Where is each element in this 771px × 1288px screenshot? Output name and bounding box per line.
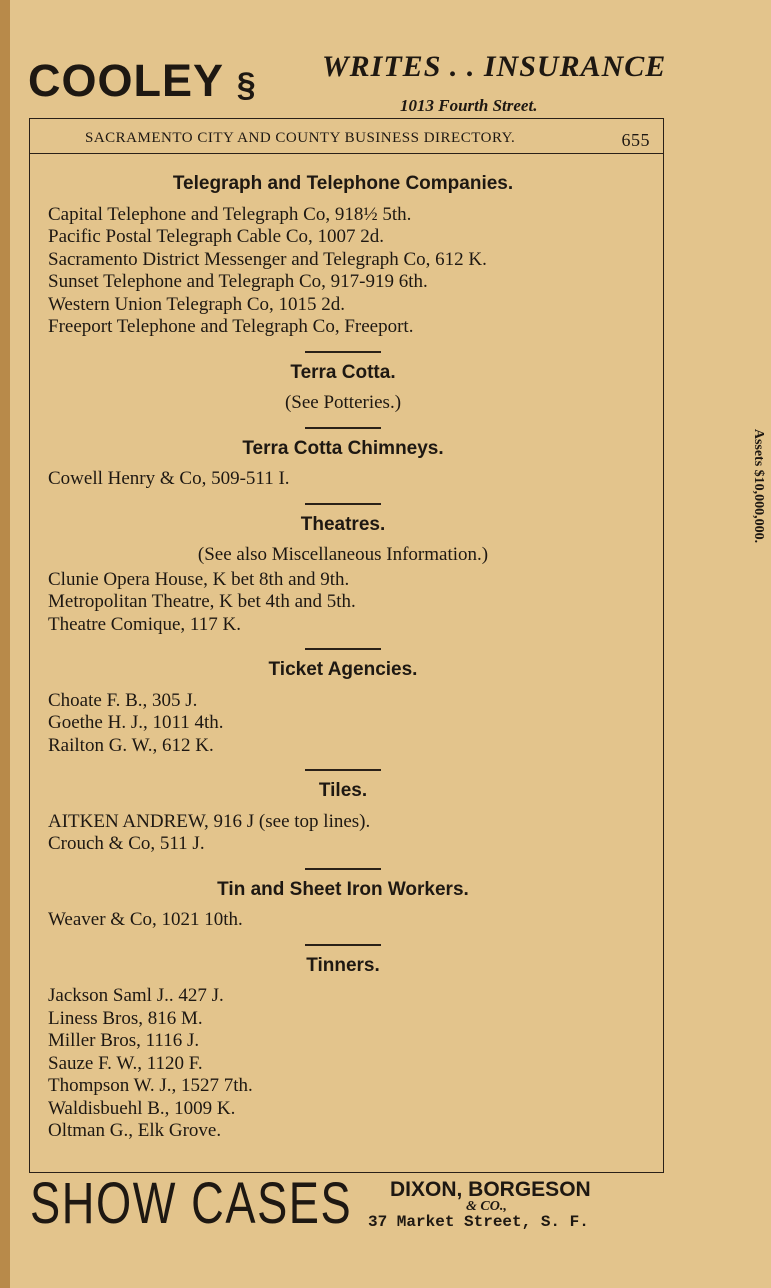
directory-entry: Weaver & Co, 1021 10th. — [48, 909, 243, 930]
directory-entry: Pacific Postal Telegraph Cable Co, 1007 2d. — [48, 226, 385, 247]
header-tagline: WRITES . . INSURANCE — [322, 50, 667, 83]
directory-entry: AITKEN ANDREW, 916 J (see top lines). — [48, 810, 371, 832]
directory-entry: Waldisbuehl B., 1009 K. — [48, 1097, 236, 1119]
section-divider — [305, 351, 381, 353]
page-number: 655 — [621, 130, 650, 150]
section-divider — [305, 427, 381, 429]
directory-entry: Clunie Opera House, K bet 8th and 9th. — [48, 568, 350, 590]
section-heading: Terra Cotta. — [290, 361, 396, 383]
section-heading: Telegraph and Telephone Companies. — [172, 173, 514, 194]
brand-name: COOLEY — [28, 55, 224, 106]
footer-company-suffix: & CO., — [466, 1199, 507, 1214]
directory-entry: Cowell Henry & Co, 509-511 I. — [48, 468, 290, 489]
section-heading: Tin and Sheet Iron Workers. — [217, 878, 469, 900]
running-head-title: SACRAMENTO CITY AND COUNTY BUSINESS DIRECTORY. — [85, 130, 516, 146]
section-heading: Ticket Agencies. — [268, 659, 418, 680]
directory-entry: Crouch & Co, 511 J. — [48, 833, 205, 854]
side-ad-assets: Assets $10,000,000. — [751, 428, 767, 544]
section-heading: Tinners. — [306, 954, 380, 976]
directory-section — [48, 173, 638, 339]
section-divider — [305, 944, 381, 946]
directory-entry: Western Union Telegraph Co, 1015 2d. — [48, 293, 346, 315]
directory-section — [48, 503, 638, 637]
footer-company: DIXON, BORGESON — [390, 1178, 591, 1201]
section-see-also: (See also Miscellaneous Information.) — [197, 544, 489, 565]
footer-address: 37 Market Street, S. F. — [368, 1213, 589, 1231]
directory-entry: Sunset Telephone and Telegraph Co, 917-919 6th. — [48, 271, 428, 292]
header-brand — [28, 55, 257, 107]
directory-entry: Sauze F. W., 1120 F. — [48, 1052, 203, 1074]
section-divider — [305, 648, 381, 650]
directory-entry: Thompson W. J., 1527 7th. — [48, 1075, 253, 1096]
running-head — [85, 130, 650, 150]
directory-section — [48, 769, 638, 856]
section-heading: Terra Cotta Chimneys. — [242, 437, 444, 459]
directory-entry: Metropolitan Theatre, K bet 4th and 5th. — [48, 591, 356, 612]
footer-show-cases: SHOW CASES — [30, 1171, 353, 1236]
directory-entry: Jackson Saml J.. 427 J. — [48, 985, 224, 1006]
running-head-rule — [30, 153, 663, 154]
directory-entry: Choate F. B., 305 J. — [48, 689, 198, 711]
section-divider — [305, 769, 381, 771]
directory-entry: Goethe H. J., 1011 4th. — [48, 712, 224, 733]
directory-content — [48, 170, 638, 1143]
section-heading: Theatres. — [300, 513, 386, 535]
directory-entry: Theatre Comique, 117 K. — [48, 613, 241, 635]
section-divider — [305, 503, 381, 505]
directory-section — [48, 868, 638, 932]
section-see-also: (See Potteries.) — [284, 392, 402, 413]
directory-entry: Freeport Telephone and Telegraph Co, Freeport. — [48, 316, 414, 337]
directory-section — [48, 427, 638, 491]
directory-entry: Liness Bros, 816 M. — [48, 1007, 203, 1029]
directory-entry: Miller Bros, 1116 J. — [48, 1030, 200, 1051]
section-divider — [305, 868, 381, 870]
directory-entry: Capital Telephone and Telegraph Co, 918½ 5th. — [48, 203, 412, 225]
directory-entry: Sacramento District Messenger and Telegraph Co, 612 K. — [48, 248, 487, 270]
directory-section — [48, 351, 638, 415]
section-heading: Tiles. — [318, 780, 368, 801]
ornament-icon: § — [236, 66, 257, 104]
directory-section — [48, 648, 638, 757]
directory-entry: Railton G. W., 612 K. — [48, 734, 214, 756]
directory-entry: Oltman G., Elk Grove. — [48, 1120, 222, 1141]
directory-section — [48, 944, 638, 1143]
page-edge — [0, 0, 10, 1288]
header-address: 1013 Fourth Street. — [400, 96, 538, 115]
